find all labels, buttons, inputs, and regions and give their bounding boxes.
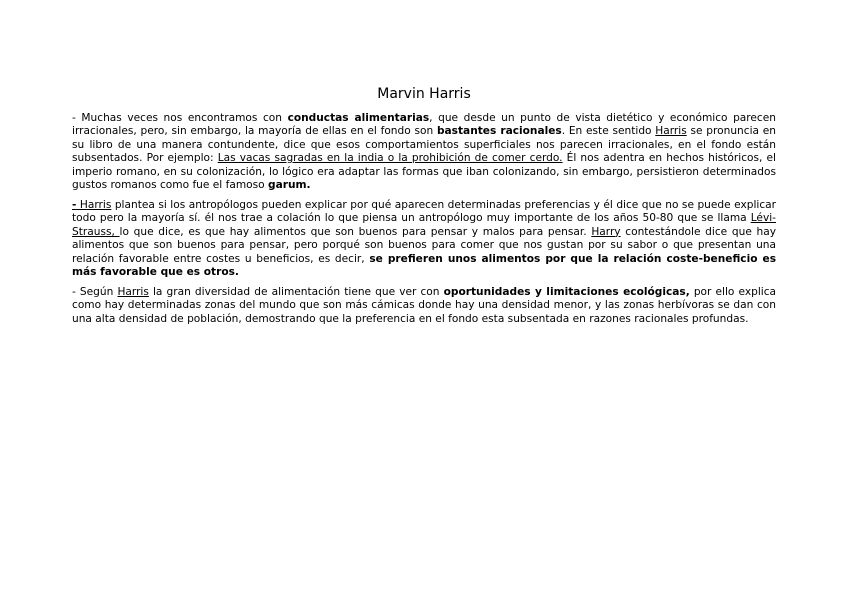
p2-text-c: plantea si los antropólogos pueden explicar por qué aparecen determinadas preferencias y él dice que no se puede explicar todo pero la mayoría sí. él nos trae a colación lo que piensa un antropólogo muy importante de los años 50-80 que se llama <box>72 198 777 225</box>
p2-text-e: lo que dice, es que hay alimentos que son buenos para pensar y malos para pensar. <box>119 225 592 238</box>
p2-text-g: contestándole dice que hay alimentos que son buenos para pensar, pero porqué son buenos para comer que nos gustan por su sabor o que presentan una relación favorable entre costes u beneficios, es decir, <box>72 225 776 265</box>
p1-harris-underlined: Harris <box>655 125 687 138</box>
paragraph-2 <box>72 199 776 279</box>
p2-dash: - <box>72 198 77 211</box>
p3-bold-oportunidades: oportunidades y limitaciones ecológicas, <box>443 285 690 298</box>
p1-text-c: , que desde un punto de vista dietético y económico parecen irracionales, pero, sin embargo, la mayoría de ellas en el fondo son <box>72 112 776 138</box>
p1-text-g: se pronuncia en su libro de una manera contundente, dice que esos comportamientos superficiales nos parecen irracionales, en el fondo están subsentados. Por ejemplo: <box>72 125 776 165</box>
p2-harris-underlined: Harris <box>76 198 112 211</box>
p2-harry-underlined: Harry <box>591 225 621 238</box>
document-body <box>72 112 776 333</box>
p1-bold-conductas: conductas alimentarias <box>287 112 430 124</box>
p3-text-c: la gran diversidad de alimentación tiene que ver con <box>148 285 444 298</box>
paragraph-3 <box>72 286 776 326</box>
p1-example-underlined: Las vacas sagradas en la india o la prohibición de comer cerdo. <box>217 152 563 165</box>
p2-levi-strauss-underlined: Lévi-Strauss, <box>72 212 776 238</box>
p1-text-a: - Muchas veces nos encontramos con <box>72 112 288 124</box>
p1-bold-garum: garum. <box>268 179 311 192</box>
paragraph-1 <box>72 112 776 192</box>
document-title: Marvin Harris <box>377 86 471 102</box>
p3-harris-underlined: Harris <box>117 285 149 298</box>
p2-bold-conclusion: se prefieren unos alimentos por que la relación coste-beneficio es más favorable que es otros. <box>72 252 776 278</box>
p1-bold-racionales: bastantes racionales <box>436 125 562 138</box>
p1-text-i: Él nos adentra en hechos históricos, el imperio romano, en su colonización, lo lógico era adaptar las formas que iban colonizando, sin embargo, persistieron determinados gustos romanos como fue el famoso <box>72 152 776 192</box>
p1-text-e: . En este sentido <box>561 125 656 138</box>
p3-text-e: por ello explica como hay determinadas zonas del mundo que son más cámicas donde hay una densidad menor, y las zonas herbívoras se dan con una alta densidad de población, demostrando que la preferencia en el fondo esta subsentada en razones racionales profundas. <box>72 285 777 325</box>
p3-text-a: - Según <box>72 285 118 298</box>
